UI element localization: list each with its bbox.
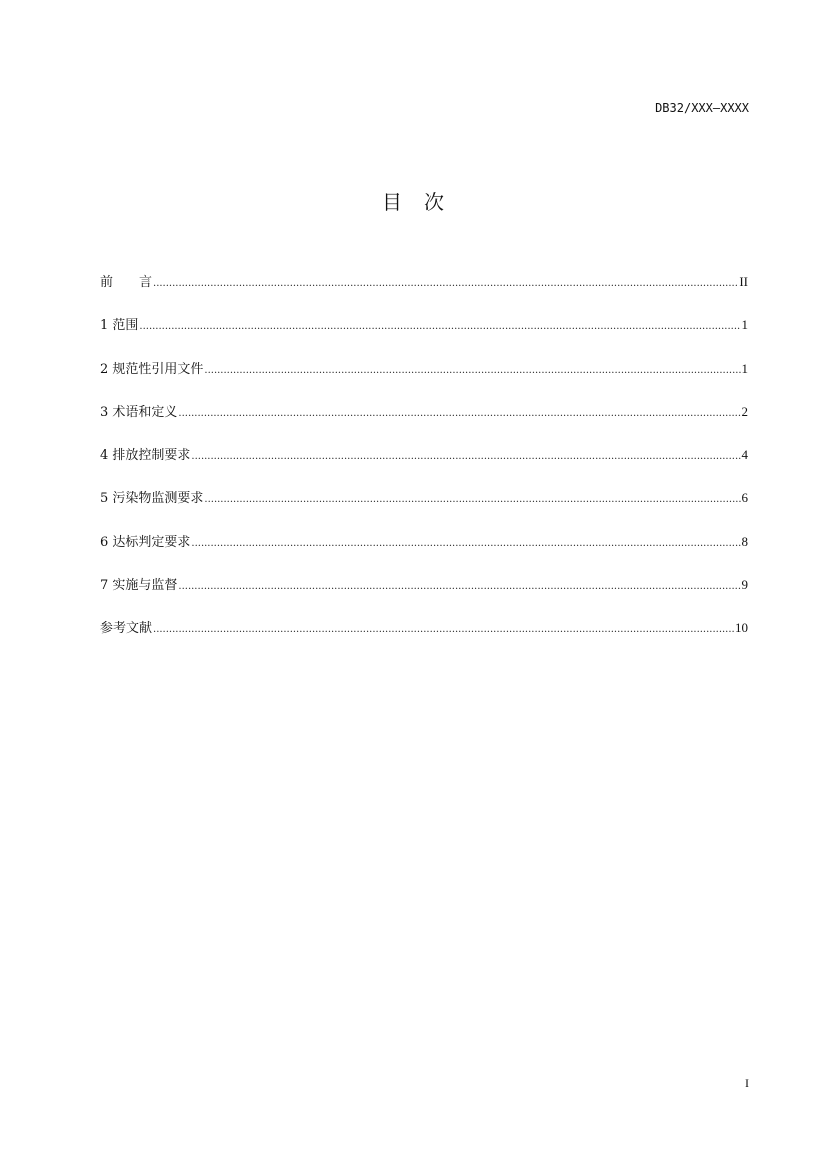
toc-entry[interactable] xyxy=(100,360,748,403)
toc-entry-page: 2 xyxy=(741,403,748,419)
toc-entry[interactable] xyxy=(100,446,748,489)
toc-entry[interactable] xyxy=(100,316,748,359)
toc-leader-dots xyxy=(191,534,740,553)
toc-leader-dots xyxy=(139,317,740,336)
toc-entry[interactable] xyxy=(100,619,748,662)
toc-entry-label: 前 言 xyxy=(100,275,153,290)
toc-entry-page: 1 xyxy=(741,317,748,333)
toc-entry-page: II xyxy=(739,274,748,289)
toc-entry-label: 3 术语和定义 xyxy=(100,404,178,420)
toc-leader-dots xyxy=(178,577,740,596)
toc-entry-page: 1 xyxy=(741,360,748,376)
toc-entry-label: 6 达标判定要求 xyxy=(100,534,191,550)
toc-entry[interactable] xyxy=(100,403,748,446)
toc-entry[interactable] xyxy=(100,533,748,576)
toc-entry-page: 9 xyxy=(741,577,748,593)
toc-entry-label: 4 排放控制要求 xyxy=(100,448,191,464)
page-title: 目次 xyxy=(382,190,466,214)
document-code: DB32/XXX—XXXX xyxy=(655,101,749,115)
toc-entry-label: 1 范围 xyxy=(100,318,139,334)
toc-entry-label: 参考文献 xyxy=(100,621,153,637)
toc-entry[interactable] xyxy=(100,273,748,316)
toc-entry-page: 6 xyxy=(741,490,748,506)
toc-leader-dots xyxy=(153,620,734,639)
toc-leader-dots xyxy=(153,274,738,293)
toc-entry-label: 7 实施与监督 xyxy=(100,578,178,594)
toc-entry-label: 2 规范性引用文件 xyxy=(100,361,204,377)
toc-entry-page: 4 xyxy=(741,447,748,463)
toc-leader-dots xyxy=(204,490,740,509)
toc-entry-page: 10 xyxy=(735,620,748,636)
toc-leader-dots xyxy=(178,404,740,423)
toc-leader-dots xyxy=(191,447,740,466)
toc-entry-page: 8 xyxy=(741,533,748,549)
table-of-contents xyxy=(100,273,748,663)
page-number: I xyxy=(745,1076,749,1090)
toc-entry-label: 5 污染物监测要求 xyxy=(100,491,204,507)
toc-entry[interactable] xyxy=(100,489,748,532)
toc-leader-dots xyxy=(204,361,740,380)
toc-entry[interactable] xyxy=(100,576,748,619)
